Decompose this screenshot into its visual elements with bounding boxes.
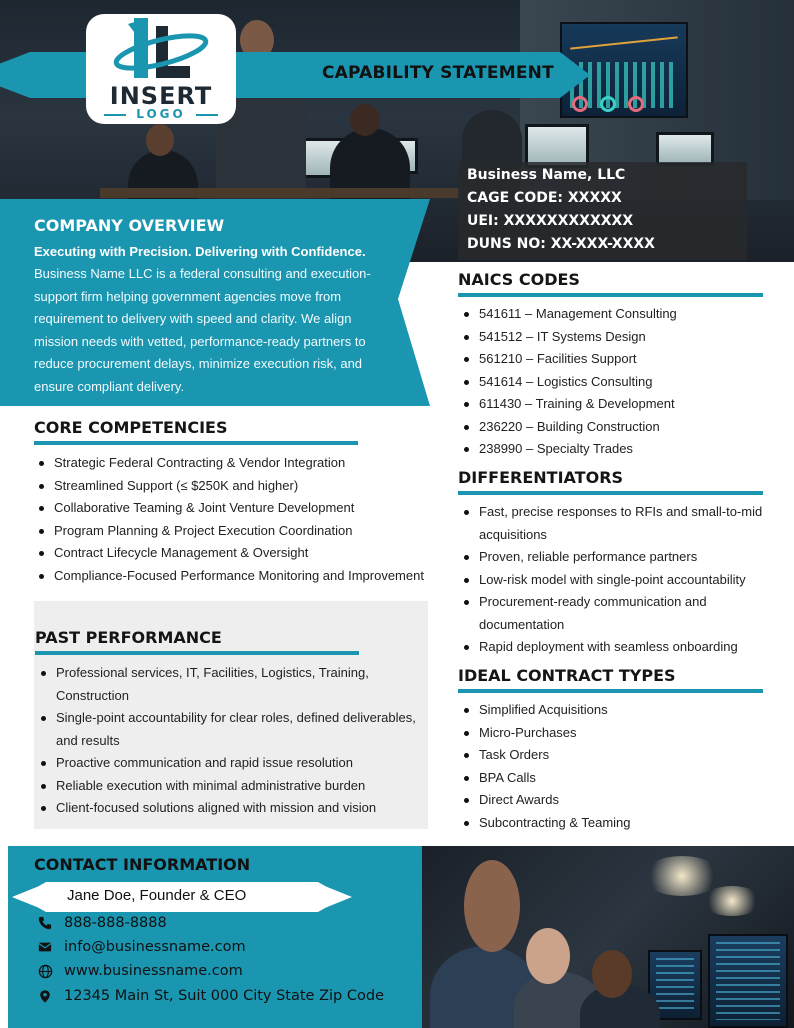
contact-website: www.businessname.com [64,963,243,979]
list-item: Low-risk model with single-point accountability [459,569,769,592]
list-item: Reliable execution with minimal administrative burden [36,775,421,798]
page-title: CAPABILITY STATEMENT [322,63,554,83]
logo [86,14,236,124]
list-item: Collaborative Teaming & Joint Venture Development [34,497,434,520]
contract-types-title: IDEAL CONTRACT TYPES [458,666,676,685]
differentiators-title: DIFFERENTIATORS [458,468,624,487]
list-item: 541614 – Logistics Consulting [459,371,779,394]
desk [100,188,460,198]
list-item: 611430 – Training & Development [459,393,779,416]
past-performance-title: PAST PERFORMANCE [35,628,222,647]
logo-mark-icon [86,18,236,82]
section-rule [34,441,358,445]
uei-number: UEI: XXXXXXXXXXXX [467,213,634,229]
list-item: Proactive communication and rapid issue resolution [36,752,421,775]
ceiling-light [702,886,762,916]
list-item: Proven, reliable performance partners [459,546,769,569]
list-item: Task Orders [459,744,769,767]
list-item: Single-point accountability for clear roles, defined deliverables, and results [36,707,421,752]
person-head [146,124,174,156]
person-head [464,860,520,952]
list-item: Direct Awards [459,789,769,812]
list-item: 561210 – Facilities Support [459,348,779,371]
workstation-screen [708,934,788,1028]
list-item: Fast, precise responses to RFIs and small-to-mid acquisitions [459,501,769,546]
list-item: Procurement-ready communication and documentation [459,591,769,636]
contact-phone-row[interactable] [38,915,167,931]
phone-icon [38,916,58,930]
core-competencies-list [34,452,434,587]
list-item: 541611 – Management Consulting [459,303,779,326]
team-photo [422,846,794,1028]
contact-website-row[interactable] [38,963,243,979]
person-head [592,950,632,998]
section-rule [458,491,763,495]
list-item: Subcontracting & Teaming [459,812,769,835]
list-item: 541512 – IT Systems Design [459,326,779,349]
naics-title: NAICS CODES [458,270,580,289]
contact-name: Jane Doe, Founder & CEO [67,887,247,904]
contact-phone: 888-888-8888 [64,915,167,931]
email-icon [38,940,58,954]
naics-list [459,303,779,461]
duns-number: DUNS NO: XX-XXX-XXXX [467,236,655,252]
logo-text-logo: LOGO [104,107,218,121]
business-name: Business Name, LLC [467,167,626,183]
differentiators-list [459,501,769,659]
person-silhouette [462,110,522,170]
section-rule [458,293,763,297]
section-rule [458,689,763,693]
logo-text-insert: INSERT [109,82,213,110]
list-item: Rapid deployment with seamless onboarding [459,636,769,659]
section-rule [35,651,359,655]
contact-address-row [38,988,384,1004]
contact-email: info@businessname.com [64,939,246,955]
list-item: BPA Calls [459,767,769,790]
list-item: 238990 – Specialty Trades [459,438,779,461]
list-item: Contract Lifecycle Management & Oversight [34,542,434,565]
overview-title: COMPANY OVERVIEW [34,216,225,235]
contact-email-row[interactable] [38,939,246,955]
list-item: Professional services, IT, Facilities, Logistics, Training, Construction [36,662,421,707]
chart-ring [628,96,644,112]
overview-body: Business Name LLC is a federal consulting and execution-support firm helping government agencies move from requirement to delivery with speed and clarity. We align mission needs with vetted, performance-ready partners to reduce procurement delays, minimize execution risk, and ensure compliant delivery. [34,266,371,394]
core-competencies-title: CORE COMPETENCIES [34,418,228,437]
chart-ring [600,96,616,112]
desk-monitor [656,132,714,166]
person-head [350,104,380,136]
past-performance-list [36,662,421,820]
overview-tagline: Executing with Precision. Delivering with Confidence. [34,244,366,259]
list-item: Simplified Acquisitions [459,699,769,722]
contact-title: CONTACT INFORMATION [34,855,251,874]
chart-ring [572,96,588,112]
list-item: Streamlined Support (≤ $250K and higher) [34,475,434,498]
contact-address: 12345 Main St, Suit 000 City State Zip Code [64,988,384,1004]
business-id-box [458,162,747,260]
list-item: 236220 – Building Construction [459,416,779,439]
list-item: Micro-Purchases [459,722,769,745]
location-pin-icon [38,989,58,1004]
list-item: Strategic Federal Contracting & Vendor Integration [34,452,434,475]
contract-types-list [459,699,769,834]
cage-code: CAGE CODE: XXXXX [467,190,622,206]
list-item: Program Planning & Project Execution Coordination [34,520,434,543]
list-item: Compliance-Focused Performance Monitoring and Improvement [34,565,434,588]
person-head [526,928,570,984]
globe-icon [38,964,58,979]
list-item: Client-focused solutions aligned with mission and vision [36,797,421,820]
